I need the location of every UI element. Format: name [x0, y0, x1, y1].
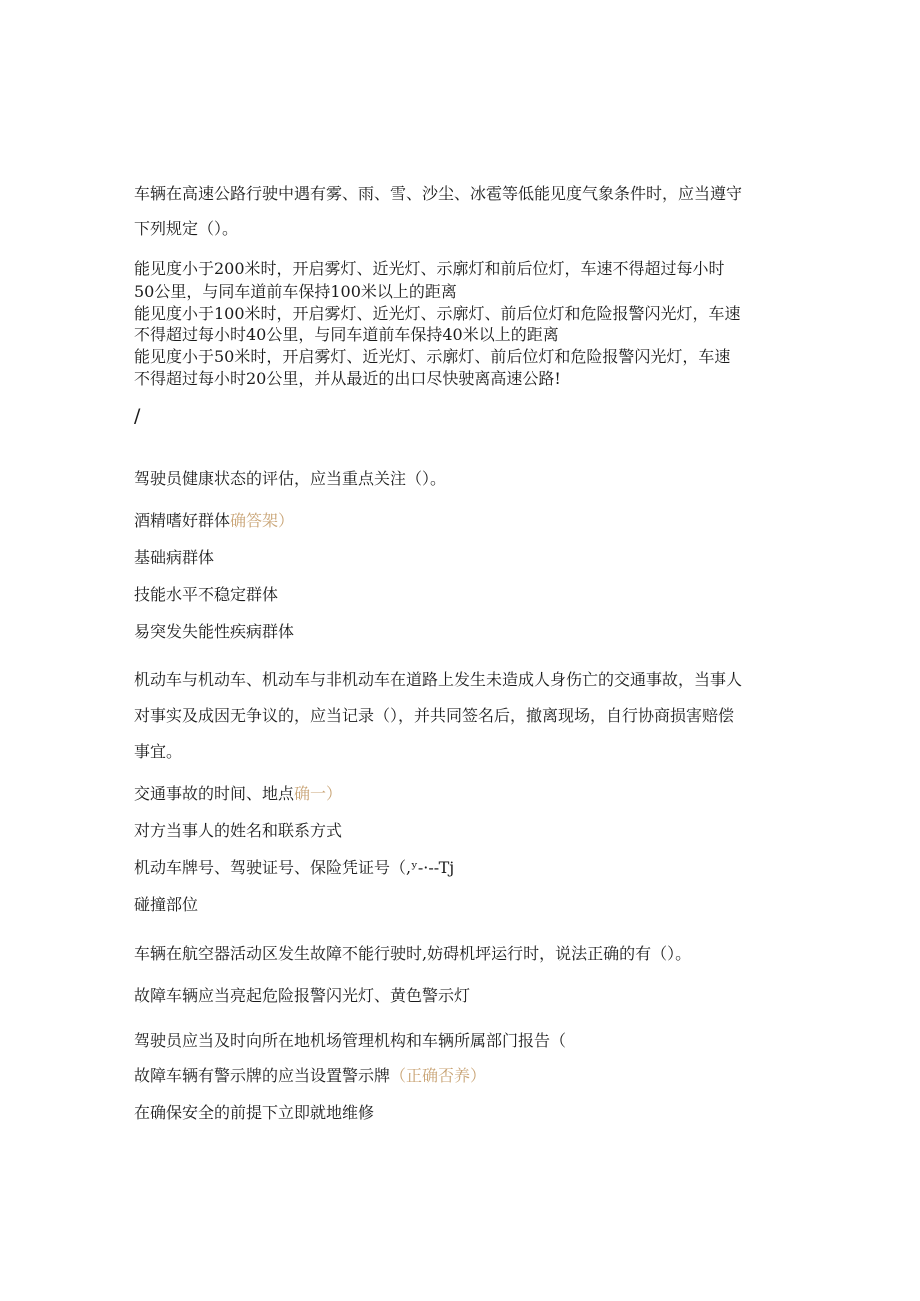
- q4-option-c-text: 故障车辆有警示牌的应当设置警示牌: [134, 1066, 391, 1085]
- q4-option-c-mark: （正确否养）: [390, 1066, 487, 1085]
- q3-option-a: [134, 783, 342, 805]
- q4-stem: 车辆在航空器活动区发生故障不能行驶时,妨碍机坪运行时，说法正确的有（）。: [134, 944, 692, 963]
- q2-option-a-text: 酒精嗜好群体: [134, 511, 231, 530]
- q1-option-a-line1: 能见度小于200米时，开启雾灯、近光灯、示廓灯和前后位灯，车速不得超过每小时: [134, 259, 725, 278]
- q1-option-c-line1: 能见度小于50米时，开启雾灯、近光灯、示廓灯、前后位灯和危险报警闪光灯，车速: [134, 347, 731, 366]
- q2-option-a-mark: 确答架）: [230, 511, 295, 530]
- q1-option-c-line2: 不得超过每小时20公里，并从最近的出口尽快驶离高速公路!: [134, 369, 561, 388]
- q3-option-d: 碰撞部位: [134, 895, 199, 914]
- q3-stem-line1: 机动车与机动车、机动车与非机动车在道路上发生未造成人身伤亡的交通事故，当事人: [134, 670, 743, 689]
- q3-option-a-text: 交通事故的时间、地点: [134, 784, 295, 803]
- q1-stem-line2: 下列规定（）。: [134, 219, 239, 238]
- q3-option-b: 对方当事人的姓名和联系方式: [134, 821, 343, 840]
- q2-option-d: 易突发失能性疾病群体: [134, 622, 295, 641]
- q3-stem-line3: 事宜。: [134, 742, 183, 761]
- q2-option-a: [134, 510, 294, 532]
- q3-option-c: 机动车牌号、驾驶证号、保险凭证号（,ʸ-·--Tj: [134, 858, 455, 877]
- q4-option-a: 故障车辆应当亮起危险报警闪光灯、黄色警示灯: [134, 986, 471, 1005]
- q1-stem-line1: 车辆在高速公路行驶中遇有雾、雨、雪、沙尘、冰雹等低能见度气象条件时，应当遵守: [134, 184, 743, 203]
- q1-option-b-line1: 能见度小于100米时，开启雾灯、近光灯、示廓灯、前后位灯和危险报警闪光灯，车速: [134, 304, 741, 323]
- q1-option-b-line2: 不得超过每小时40公里，与同车道前车保持40米以上的距离: [134, 325, 559, 344]
- q3-option-a-mark: 确一）: [294, 784, 343, 803]
- q2-option-c: 技能水平不稳定群体: [134, 585, 279, 604]
- q4-option-d: 在确保安全的前提下立即就地维修: [134, 1103, 375, 1122]
- q3-stem-line2: 对事实及成因无争议的，应当记录（），并共同签名后，撤离现场，自行协商损害赔偿: [134, 706, 735, 725]
- q1-answer-mark: /: [134, 405, 141, 427]
- q2-stem: 驾驶员健康状态的评估，应当重点关注（）。: [134, 469, 447, 488]
- q4-option-c: [134, 1065, 486, 1087]
- q2-option-b: 基础病群体: [134, 548, 215, 567]
- q4-option-b: 驾驶员应当及时向所在地机场管理机构和车辆所属部门报告（: [134, 1031, 567, 1050]
- q1-option-a-line2: 50公里，与同车道前车保持100米以上的距离: [134, 282, 457, 301]
